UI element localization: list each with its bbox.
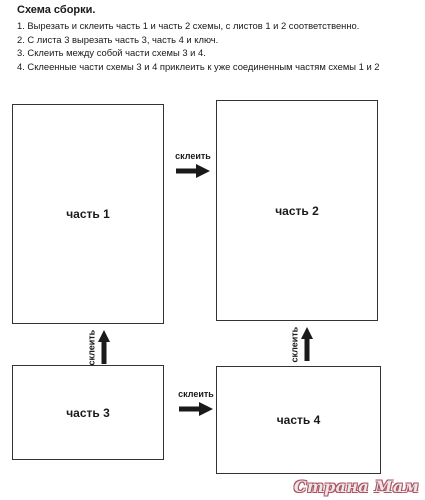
arrow-right-icon: [179, 402, 213, 416]
arrow-up-icon: [301, 327, 313, 361]
part-1-panel: [12, 104, 164, 324]
glue-label: склеить: [86, 329, 97, 366]
page-title: Схема сборки.: [17, 4, 96, 16]
site-watermark: Страна Мам: [293, 477, 419, 496]
glue-connector-part1-part2: [171, 151, 215, 178]
step-item-4: 4. Склеенные части схемы 3 и 4 приклеить к уже соединенным частям схемы 1 и 2: [17, 60, 380, 72]
glue-connector-part4-part2: [285, 321, 315, 373]
instructions-block: [17, 3, 422, 73]
glue-label: склеить: [175, 151, 211, 161]
glue-connector-part3-part4: [174, 389, 218, 416]
arrow-up-icon: [98, 330, 110, 364]
step-item-3: 3. Склеить между собой части схемы 3 и 4.: [17, 47, 206, 59]
step-item-2: 2. С листа 3 вырезать часть 3, часть 4 и ключ.: [17, 33, 219, 45]
part-3-label: часть 3: [66, 405, 110, 420]
part-2-panel: [216, 100, 378, 321]
arrow-right-icon: [176, 164, 210, 178]
part-1-label: часть 1: [66, 207, 110, 221]
part-4-label: часть 4: [276, 413, 321, 427]
step-item-1: 1. Вырезать и склеить часть 1 и часть 2 схемы, с листов 1 и 2 соответственно.: [17, 20, 360, 31]
part-4-panel: [216, 366, 381, 474]
part-2-label: часть 2: [275, 203, 319, 218]
glue-label: склеить: [178, 389, 214, 399]
glue-label: склеить: [289, 326, 300, 363]
glue-connector-part3-part1: [82, 324, 112, 376]
steps-list: [17, 19, 422, 73]
part-3-panel: [12, 365, 164, 460]
